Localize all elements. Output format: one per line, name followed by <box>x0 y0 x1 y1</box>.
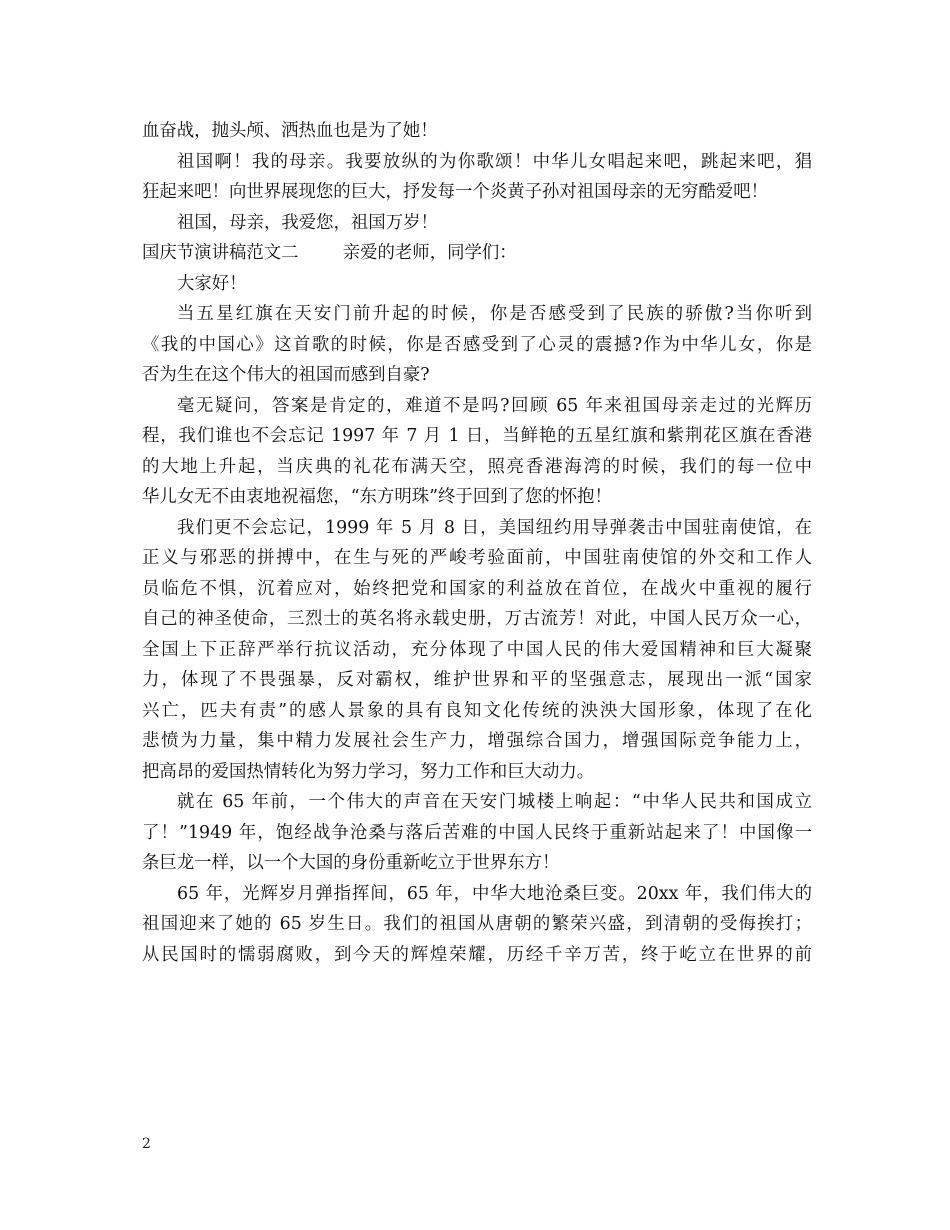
section-heading: 国庆节演讲稿范文二 亲爱的老师，同学们： <box>142 243 517 263</box>
paragraph-line: 华儿女无不由衷地祝福您，“东方明珠”终于回到了您的怀抱！ <box>142 487 612 507</box>
paragraph-line: 悲愤为力量，集中精力发展社会生产力，增强综合国力，增强国际竞争能力上， <box>142 731 812 751</box>
paragraph-line: 《我的中国心》这首歌的时候，你是否感受到了心灵的震撼?作为中华儿女，你是 <box>142 334 812 355</box>
page-number: 2 <box>142 1136 151 1152</box>
paragraph-line: 全国上下正辞严举行抗议活动，充分体现了中国人民的伟大爱国精神和巨大凝聚 <box>142 639 812 660</box>
paragraph-line: 狂起来吧！向世界展现您的巨大，抒发每一个炎黄子孙对祖国母亲的无穷酷爱吧！ <box>142 182 769 202</box>
paragraph-line: 力，体现了不畏强暴，反对霸权，维护世界和平的坚强意志，展现出一派“国家 <box>142 670 812 690</box>
paragraph-line: 祖国啊！我的母亲。我要放纵的为你歌颂！中华儿女唱起来吧，跳起来吧，猖 <box>177 151 812 172</box>
paragraph-line: 程，我们谁也不会忘记 1997 年 7 月 1 日，当鲜艳的五星红旗和紫荆花区旗在香港 <box>142 426 812 446</box>
paragraph-line: 毫无疑问，答案是肯定的，难道不是吗?回顾 65 年来祖国母亲走过的光辉历 <box>177 395 812 416</box>
paragraph-line: 员临危不惧，沉着应对，始终把党和国家的利益放在首位，在战火中重视的履行 <box>142 578 812 599</box>
paragraph-line: 65 年，光辉岁月弹指挥间，65 年，中华大地沧桑巨变。20xx 年，我们伟大的 <box>177 883 812 904</box>
paragraph-line: 当五星红旗在天安门前升起的时候，你是否感受到了民族的骄傲?当你听到 <box>177 304 812 324</box>
paragraph-line: 祖国迎来了她的 65 岁生日。我们的祖国从唐朝的繁荣兴盛，到清朝的受侮挨打； <box>142 914 812 934</box>
paragraph-line: 大家好！ <box>177 273 247 294</box>
paragraph-line: 就在 65 年前，一个伟大的声音在天安门城楼上响起：“中华人民共和国成立 <box>177 792 812 812</box>
paragraph-line: 了！”1949 年，饱经战争沧桑与落后苦难的中国人民终于重新站起来了！中国像一 <box>142 822 812 843</box>
paragraph-line: 把高昂的爱国热情转化为努力学习，努力工作和巨大动力。 <box>142 761 595 782</box>
paragraph-line: 正义与邪恶的拼搏中，在生与死的严峻考验面前，中国驻南使馆的外交和工作人 <box>142 548 812 568</box>
paragraph-line: 血奋战，抛头颅、洒热血也是为了她！ <box>142 121 438 141</box>
paragraph-line: 我们更不会忘记，1999 年 5 月 8 日，美国纽约用导弹袭击中国驻南使馆，在 <box>177 517 812 538</box>
paragraph-line: 祖国，母亲，我爱您，祖国万岁！ <box>177 212 438 233</box>
paragraph-line: 否为生在这个伟大的祖国而感到自豪? <box>142 365 430 385</box>
paragraph-line: 兴亡，匹夫有责”的感人景象的具有良知文化传统的泱泱大国形象，体现了在化 <box>142 700 812 721</box>
document-body <box>142 116 812 970</box>
paragraph-line: 条巨龙一样，以一个大国的身份重新屹立于世界东方！ <box>142 853 560 873</box>
paragraph-line: 的大地上升起，当庆典的礼花布满天空，照亮香港海湾的时候，我们的每一位中 <box>142 456 812 477</box>
paragraph-line: 自己的神圣使命，三烈士的英名将永载史册，万古流芳！对此，中国人民万众一心， <box>142 609 812 629</box>
paragraph-line: 从民国时的懦弱腐败，到今天的辉煌荣耀，历经千辛万苦，终于屹立在世界的前 <box>142 944 812 965</box>
